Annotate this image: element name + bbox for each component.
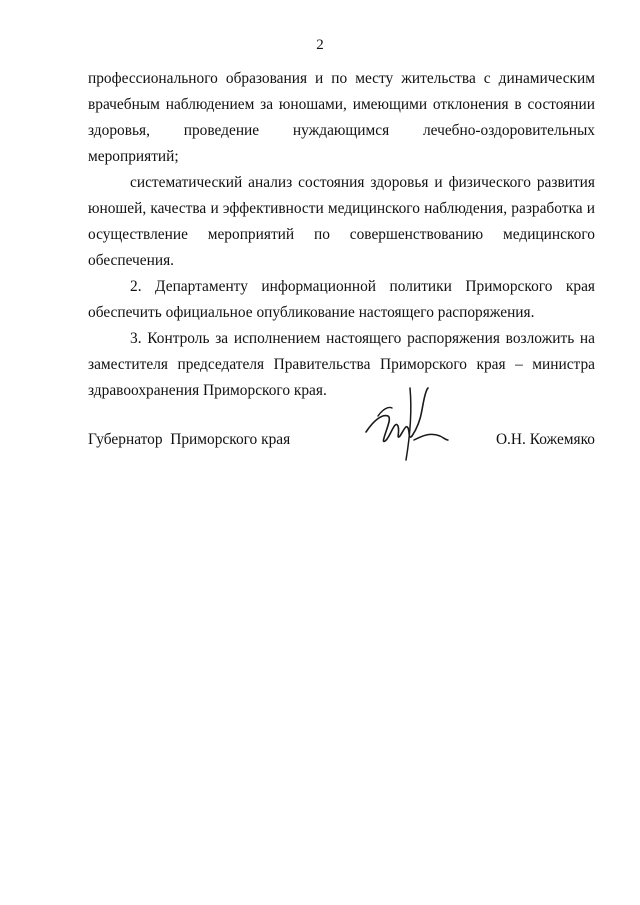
paragraph-continuation: профессионального образования и по месту жительства с динамическим врачебным наблюдением за юношами, имеющими отклонения в состоянии здоровья, проведение нуждающимся лечебно-оздоровительных мероприятий; — [88, 70, 595, 165]
signature-block — [88, 380, 595, 480]
paragraph-item-3: 3. Контроль за исполнением настоящего распоряжения возложить на заместителя председателя Правительства Приморского края – министра здравоохранения Приморского края. — [88, 330, 595, 399]
document-body — [88, 66, 595, 404]
handwritten-signature — [360, 380, 450, 470]
paragraph-analysis: систематический анализ состояния здоровья и физического развития юношей, качества и эффективности медицинского наблюдения, разработка и осуществление мероприятий по совершенствованию медицинского обеспечения. — [88, 174, 595, 269]
paragraph-item-2: 2. Департаменту информационной политики Приморского края обеспечить официальное опубликование настоящего распоряжения. — [88, 278, 595, 321]
signer-title: Губернатор Приморского края — [88, 431, 291, 448]
signer-name: О.Н. Кожемяко — [495, 431, 595, 448]
page-number: 2 — [316, 37, 324, 53]
